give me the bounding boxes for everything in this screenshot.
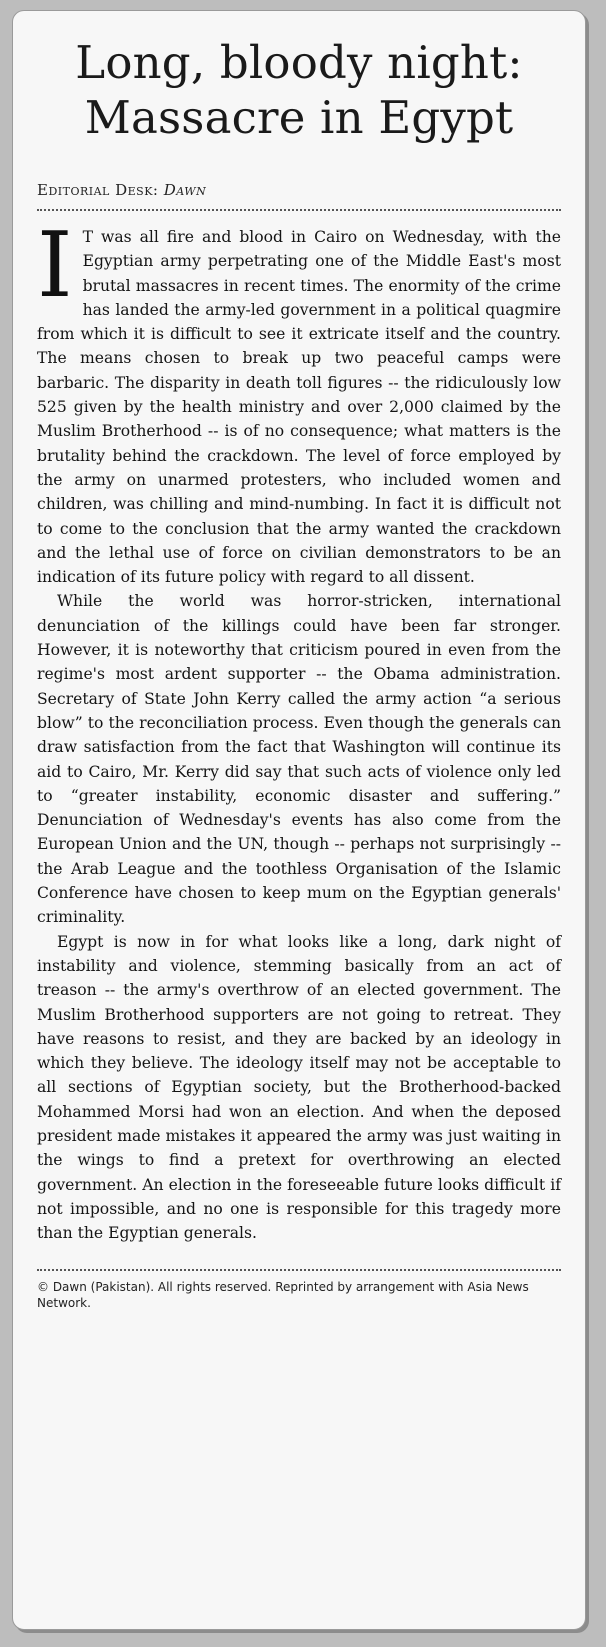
- paragraph-3: Egypt is now in for what looks like a long, dark night of instability and violence, stemming basically from an act of treason -- the army's overthrow of an elected government. The Muslim Brotherhood supporters are not going to retreat. They have reasons to resist, and they are backed by an ideology in which they believe. The ideology itself may not be acceptable to all sections of Egyptian society, but the Brotherhood-backed Mohammed Morsi had won an election. And when the deposed president made mistakes it appeared the army was just waiting in the wings to find a pretext for overthrowing an elected government. An election in the foreseeable future looks difficult if not impossible, and no one is responsible for this tragedy more than the Egyptian generals.: [37, 932, 561, 1243]
- copyright-credit: © Dawn (Pakistan). All rights reserved. Reprinted by arrangement with Asia News Network.: [37, 1280, 529, 1311]
- paragraph-2: While the world was horror-stricken, international denunciation of the killings could have been far stronger. However, it is noteworthy that criticism poured in even from the regime's most ardent supporter -- the Obama administration. Secretary of State John Kerry called the army action “a serious blow” to the reconciliation process. Even though the generals can draw satisfaction from the fact that Washington will continue its aid to Cairo, Mr. Kerry did say that such acts of violence only led to “greater instability, economic disaster and suffering.” Denunciation of Wednesday's events has also come from the European Union and the UN, though -- perhaps not surprisingly -- the Arab League and the toothless Organisation of the Islamic Conference have chosen to keep mum on the Egyptian generals' criminality.: [37, 592, 561, 927]
- top-divider: [37, 209, 561, 211]
- article-body: [37, 213, 561, 1245]
- headline: [37, 35, 561, 145]
- byline: [37, 181, 561, 199]
- paragraph-1-text: T was all fire and blood in Cairo on Wednesday, with the Egyptian army perpetrating one of the Middle East's most brutal massacres in recent times. The enormity of the crime has landed the army-led government in a political quagmire from which it is difficult to see it extricate itself and the country. The means chosen to break up two peaceful camps were barbaric. The disparity in death toll figures -- the ridiculously low 525 given by the health ministry and over 2,000 claimed by the Muslim Brotherhood -- is of no consequence; what matters is the brutality behind the crackdown. The level of force employed by the army on unarmed protesters, who included women and children, was chilling and mind-numbing. In fact it is difficult not to come to the conclusion that the army wanted the crackdown and the lethal use of force on civilian demonstrators to be an indication of its future policy with regard to all dissent.: [37, 228, 561, 587]
- headline-line-2: Massacre in Egypt: [84, 91, 514, 144]
- byline-prefix: Editorial Desk:: [37, 181, 159, 199]
- paragraph-1: [37, 213, 561, 589]
- bottom-divider: [37, 1269, 561, 1271]
- headline-line-1: Long, bloody night:: [75, 36, 523, 89]
- byline-source: Dawn: [163, 181, 207, 199]
- article-card: [12, 10, 586, 1630]
- drop-cap: I: [37, 213, 73, 318]
